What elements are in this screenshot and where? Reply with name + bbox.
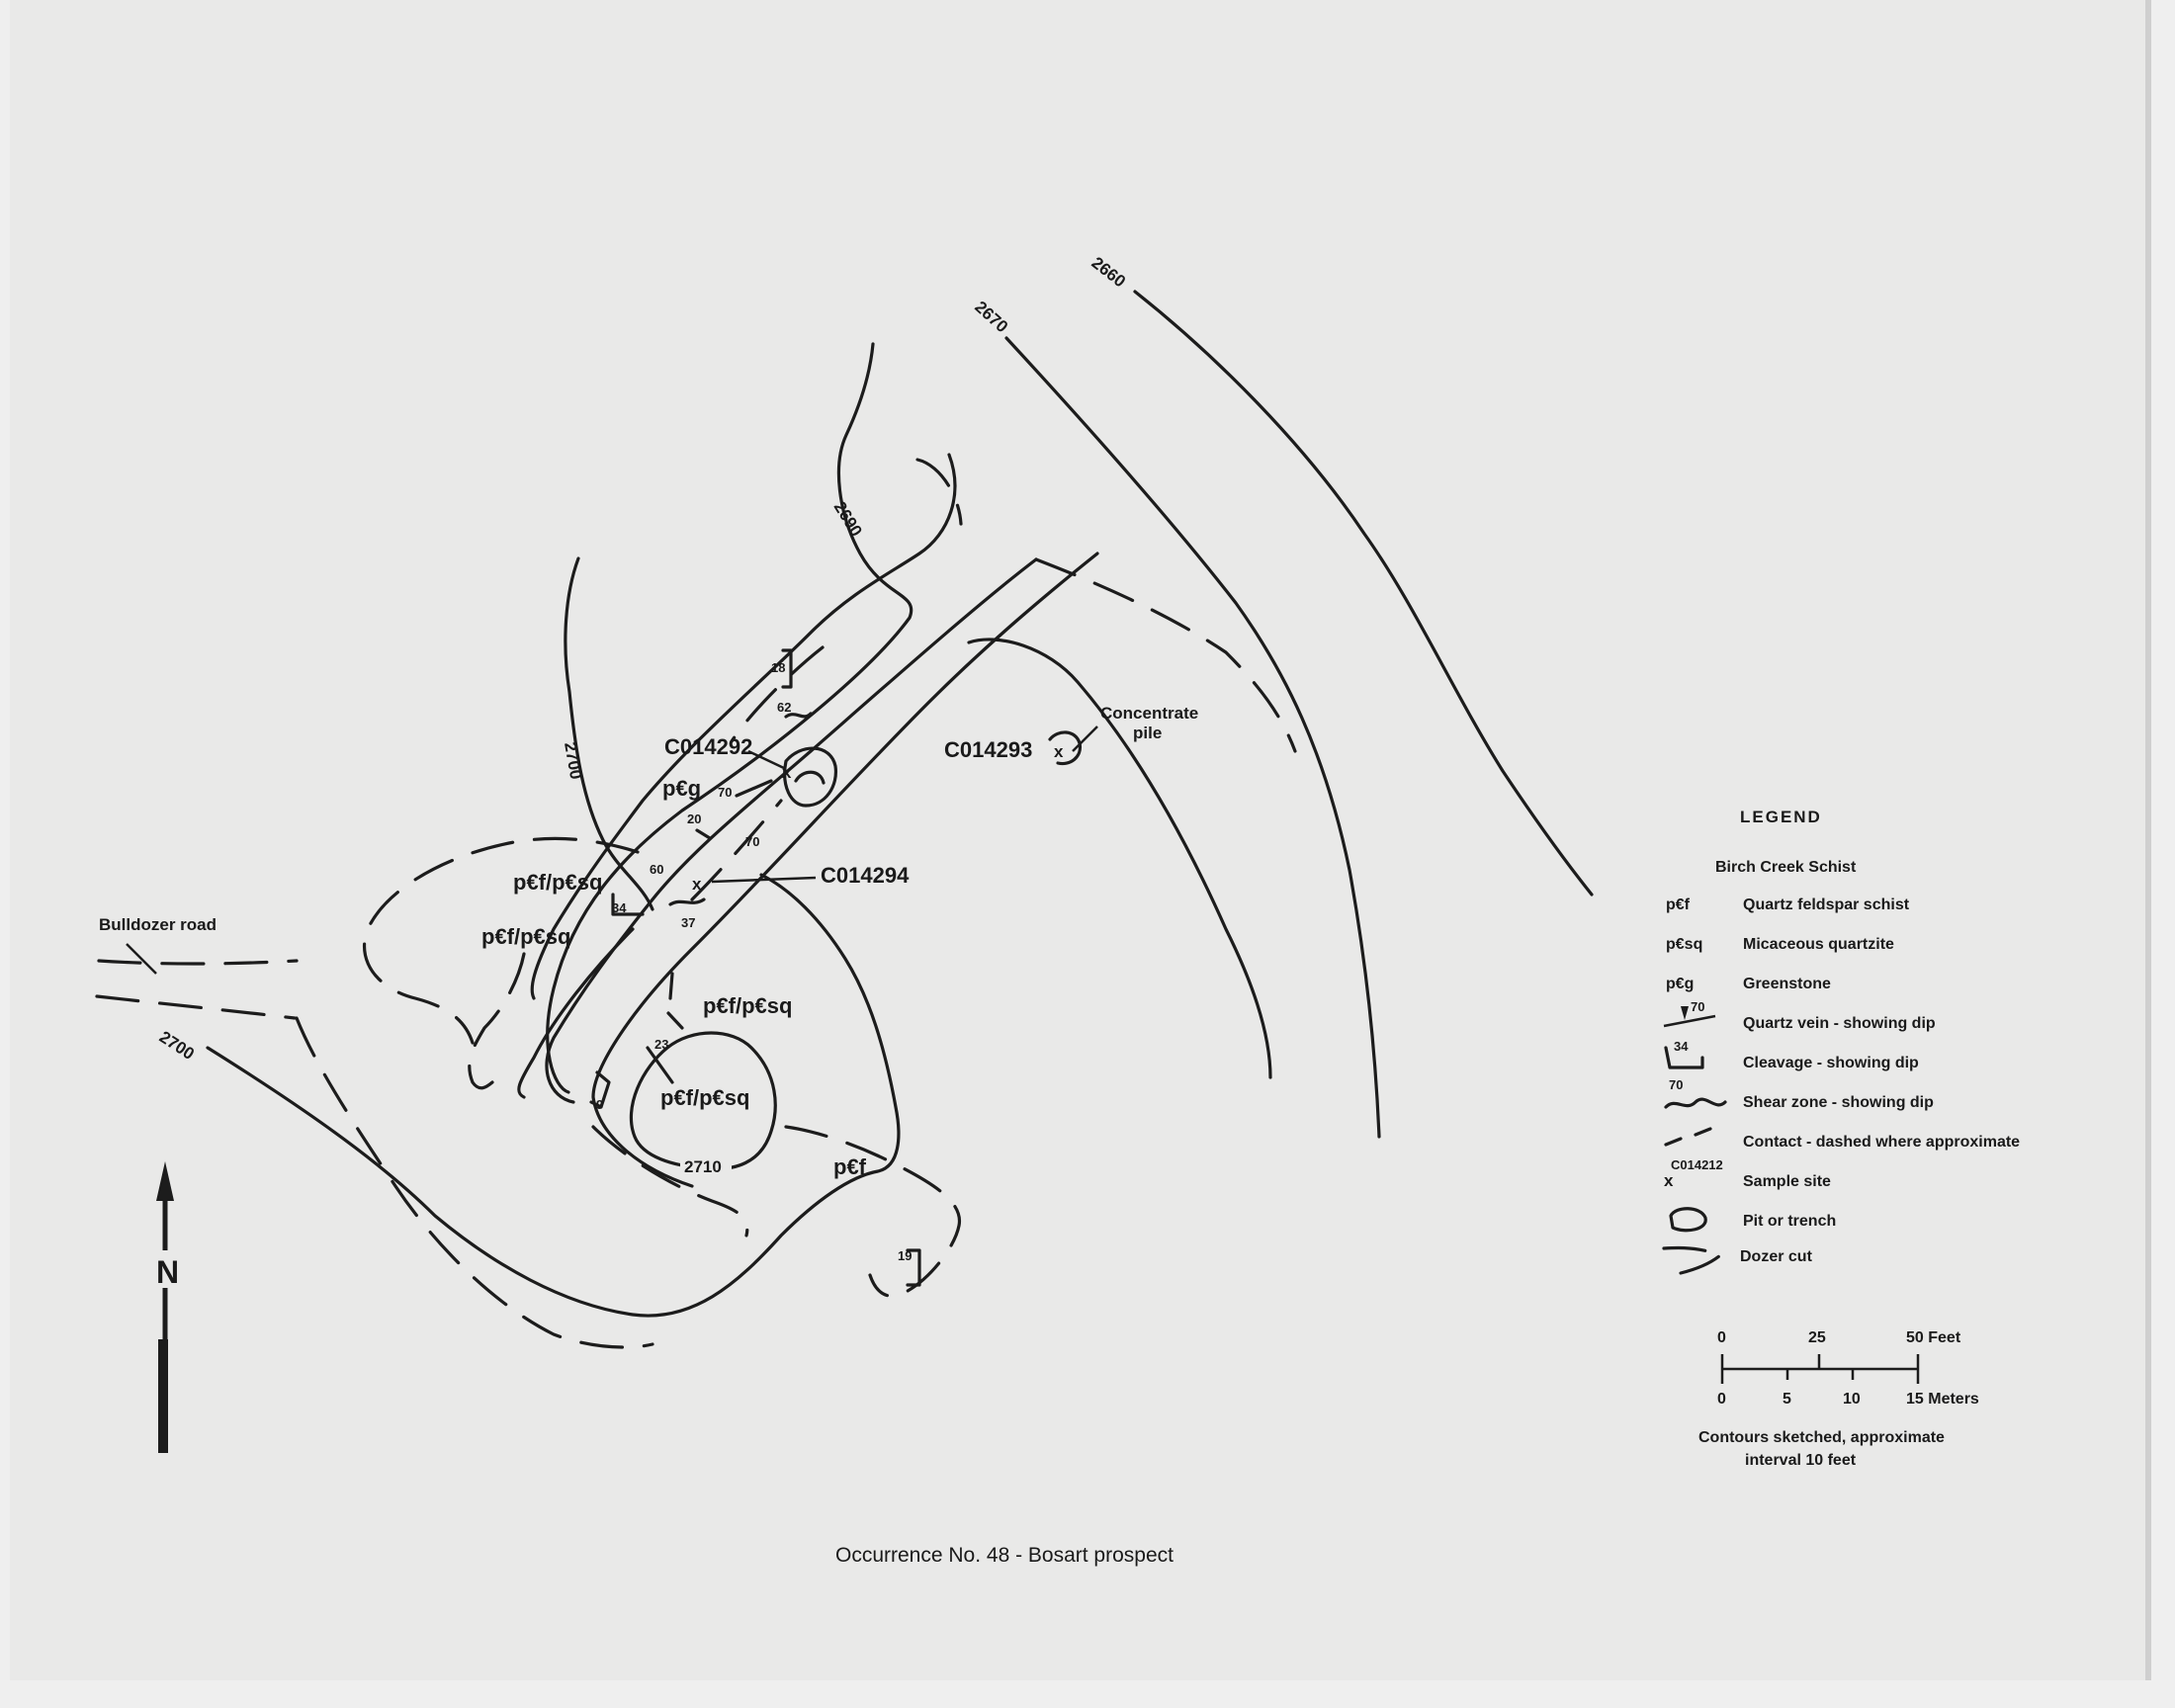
sample-x-14294: x bbox=[692, 875, 702, 894]
north-arrow bbox=[153, 1161, 179, 1453]
sample-x-14293: x bbox=[1054, 742, 1064, 761]
contour-label-2700-lower: 2700 bbox=[155, 1027, 198, 1064]
pit-trench bbox=[785, 748, 836, 806]
contact-south-dashed bbox=[297, 1018, 652, 1347]
legend-label-pit: Pit or trench bbox=[1743, 1213, 1837, 1230]
concentrate-label-line2: pile bbox=[1133, 724, 1163, 742]
scale-label-ft-50: 50 Feet bbox=[1906, 1329, 1961, 1346]
dip-label-60: 60 bbox=[650, 862, 664, 877]
legend-sample-x: x bbox=[1664, 1171, 1674, 1190]
dip-label-70b: 70 bbox=[745, 834, 760, 849]
quartz-vein-20 bbox=[697, 830, 710, 838]
dip-label-19: 19 bbox=[898, 1248, 913, 1263]
legend-label-pcsq: Micaceous quartzite bbox=[1743, 936, 1894, 953]
legend-dozer-symbol bbox=[1664, 1248, 1720, 1273]
leader-14294 bbox=[712, 878, 816, 882]
contour-2700-upper bbox=[566, 558, 652, 909]
unit-label-pcf-pcsq-4: p€f/p€sq bbox=[660, 1085, 750, 1110]
pit-trench-inner bbox=[796, 772, 824, 783]
dip-symbols bbox=[591, 650, 919, 1285]
road-lower-dashed bbox=[97, 996, 295, 1018]
legend-label-shear-zone: Shear zone - showing dip bbox=[1743, 1094, 1934, 1111]
legend-label-quartz-vein: Quartz vein - showing dip bbox=[1743, 1015, 1936, 1032]
scale-note-line2: interval 10 feet bbox=[1745, 1452, 1857, 1469]
dip-label-9: 9 bbox=[596, 1097, 604, 1112]
dip-label-20: 20 bbox=[687, 811, 702, 826]
dip-label-34: 34 bbox=[612, 900, 627, 915]
legend-quartz-vein-arrow bbox=[1681, 1006, 1689, 1020]
concentrate-label-line1: Concentrate bbox=[1100, 704, 1199, 723]
north-arrow-bar bbox=[158, 1339, 168, 1453]
legend-symbol-pcsq: p€sq bbox=[1666, 936, 1703, 953]
legend-cleavage-dip: 34 bbox=[1674, 1039, 1689, 1054]
contour-label-2670: 2670 bbox=[971, 297, 1012, 337]
legend-symbol-pcg: p€g bbox=[1666, 976, 1695, 992]
unit-label-pcf: p€f bbox=[833, 1154, 866, 1179]
quartz-vein-23 bbox=[668, 1013, 682, 1028]
contact-upper-ridge bbox=[532, 455, 955, 998]
scale-label-ft-0: 0 bbox=[1717, 1329, 1726, 1346]
contour-labels bbox=[156, 253, 1129, 1176]
contact-sw-arm bbox=[519, 929, 633, 1097]
legend bbox=[1664, 808, 2020, 1273]
scale-bar bbox=[1698, 1329, 1979, 1469]
bulldozer-road-label: Bulldozer road bbox=[99, 915, 218, 934]
map-caption: Occurrence No. 48 - Bosart prospect bbox=[835, 1544, 1174, 1567]
dip-label-18: 18 bbox=[771, 660, 786, 675]
contour-label-2700-upper: 2700 bbox=[561, 740, 586, 781]
dip-label-23: 23 bbox=[654, 1037, 669, 1052]
contact-se-dashed bbox=[786, 1127, 959, 1296]
legend-shear-zone-dip: 70 bbox=[1669, 1077, 1684, 1092]
dip-label-37: 37 bbox=[681, 915, 696, 930]
contour-lines bbox=[208, 292, 1592, 1316]
north-arrow-head bbox=[156, 1161, 174, 1201]
legend-label-cleavage: Cleavage - showing dip bbox=[1743, 1055, 1919, 1071]
contour-label-2710: 2710 bbox=[684, 1157, 722, 1176]
legend-pit-symbol bbox=[1671, 1209, 1705, 1231]
scale-label-m-10: 10 bbox=[1843, 1391, 1861, 1408]
legend-label-sample: Sample site bbox=[1743, 1173, 1831, 1190]
scale-label-m-15: 15 Meters bbox=[1906, 1391, 1979, 1408]
legend-label-dozer: Dozer cut bbox=[1740, 1248, 1812, 1265]
contour-2670 bbox=[1006, 338, 1379, 1137]
scale-label-m-5: 5 bbox=[1783, 1391, 1791, 1408]
dip-label-70a: 70 bbox=[718, 785, 733, 800]
contact-lines bbox=[297, 455, 1295, 1347]
contour-label-2690: 2690 bbox=[829, 498, 866, 541]
scale-note-line1: Contours sketched, approximate bbox=[1698, 1429, 1945, 1446]
shear-zone-37 bbox=[670, 899, 704, 904]
unit-labels bbox=[481, 776, 867, 1179]
legend-quartz-vein-dip: 70 bbox=[1691, 999, 1705, 1014]
contact-west-loop bbox=[470, 954, 524, 1088]
legend-label-pcg: Greenstone bbox=[1743, 976, 1831, 992]
unit-label-pcg: p€g bbox=[662, 776, 702, 801]
dip-label-62: 62 bbox=[777, 700, 792, 715]
legend-sample-id: C014212 bbox=[1671, 1157, 1723, 1172]
legend-label-contact: Contact - dashed where approximate bbox=[1743, 1134, 2021, 1151]
scale-label-ft-25: 25 bbox=[1808, 1329, 1826, 1346]
road-upper-dashed bbox=[99, 961, 297, 964]
sample-label-14292: C014292 bbox=[664, 734, 753, 759]
legend-contact-symbol bbox=[1666, 1129, 1710, 1145]
vein-south bbox=[670, 974, 672, 998]
sample-x-14292: x bbox=[782, 763, 792, 782]
contour-label-2660: 2660 bbox=[1088, 253, 1130, 292]
legend-quartz-vein-symbol bbox=[1664, 1016, 1715, 1026]
sample-label-14294: C014294 bbox=[821, 863, 910, 888]
road-tick bbox=[127, 944, 156, 974]
legend-shear-zone-symbol bbox=[1666, 1099, 1725, 1107]
north-arrow-letter: N bbox=[156, 1254, 180, 1290]
bulldozer-road bbox=[97, 944, 297, 1018]
legend-label-pcf: Quartz feldspar schist bbox=[1743, 897, 1910, 913]
legend-title: LEGEND bbox=[1740, 808, 1822, 826]
contour-2660 bbox=[1135, 292, 1592, 895]
legend-symbol-pcf: p€f bbox=[1666, 897, 1690, 913]
unit-label-pcf-pcsq-3: p€f/p€sq bbox=[703, 993, 793, 1018]
unit-label-pcf-pcsq-2: p€f/p€sq bbox=[481, 924, 571, 949]
legend-group: Birch Creek Schist bbox=[1715, 859, 1857, 876]
sample-label-14293: C014293 bbox=[944, 737, 1033, 762]
unit-label-pcf-pcsq-1: p€f/p€sq bbox=[513, 870, 603, 895]
sample-labels bbox=[664, 734, 1032, 888]
scale-label-m-0: 0 bbox=[1717, 1391, 1726, 1408]
